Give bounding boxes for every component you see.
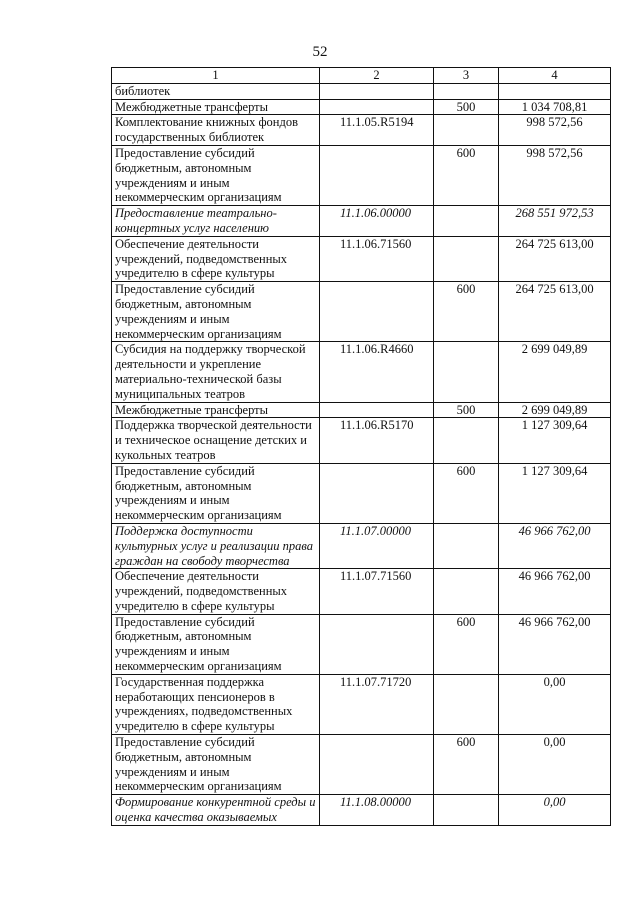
table-header-row — [112, 68, 611, 84]
code-cell — [320, 99, 434, 115]
amount-cell: 998 572,56 — [499, 145, 611, 205]
code-cell: 11.1.06.71560 — [320, 236, 434, 281]
code-cell: 11.1.06.R4660 — [320, 342, 434, 402]
amount-cell: 1 127 309,64 — [499, 418, 611, 463]
name-cell: Предоставление субсидий бюджетным, автономным учреждениям и иным некоммерческим организациям — [112, 735, 320, 795]
name-cell: Предоставление субсидий бюджетным, автономным учреждениям и иным некоммерческим организациям — [112, 614, 320, 674]
name-cell: Предоставление театрально-концертных услуг населению — [112, 206, 320, 237]
table-row — [112, 614, 611, 674]
code-cell — [320, 145, 434, 205]
table-row — [112, 735, 611, 795]
code-cell: 11.1.06.00000 — [320, 206, 434, 237]
column-header: 3 — [434, 68, 499, 84]
amount-cell: 1 127 309,64 — [499, 463, 611, 523]
amount-cell: 2 699 049,89 — [499, 402, 611, 418]
type-cell — [434, 569, 499, 614]
code-cell — [320, 402, 434, 418]
table-row — [112, 795, 611, 826]
table-row — [112, 83, 611, 99]
amount-cell: 264 725 613,00 — [499, 236, 611, 281]
type-cell — [434, 795, 499, 826]
table-row — [112, 206, 611, 237]
table-row — [112, 418, 611, 463]
name-cell: Предоставление субсидий бюджетным, автономным учреждениям и иным некоммерческим организациям — [112, 463, 320, 523]
type-cell — [434, 83, 499, 99]
table-row — [112, 236, 611, 281]
page-number: 52 — [312, 44, 328, 60]
table-row — [112, 115, 611, 146]
code-cell — [320, 282, 434, 342]
table-row — [112, 523, 611, 568]
amount-cell: 264 725 613,00 — [499, 282, 611, 342]
amount-cell: 2 699 049,89 — [499, 342, 611, 402]
amount-cell: 1 034 708,81 — [499, 99, 611, 115]
code-cell — [320, 735, 434, 795]
budget-table — [111, 67, 611, 826]
code-cell: 11.1.08.00000 — [320, 795, 434, 826]
code-cell — [320, 83, 434, 99]
column-header: 4 — [499, 68, 611, 84]
type-cell: 500 — [434, 99, 499, 115]
table-row — [112, 569, 611, 614]
code-cell: 11.1.05.R5194 — [320, 115, 434, 146]
type-cell: 600 — [434, 145, 499, 205]
table-row — [112, 402, 611, 418]
table-row — [112, 463, 611, 523]
amount-cell: 0,00 — [499, 674, 611, 734]
type-cell — [434, 523, 499, 568]
column-header: 1 — [112, 68, 320, 84]
name-cell: Субсидия на поддержку творческой деятельности и укрепление материально-технической базы муниципальных театров — [112, 342, 320, 402]
name-cell: Формирование конкурентной среды и оценка качества оказываемых — [112, 795, 320, 826]
name-cell: Предоставление субсидий бюджетным, автономным учреждениям и иным некоммерческим организациям — [112, 282, 320, 342]
amount-cell: 46 966 762,00 — [499, 569, 611, 614]
table-row — [112, 99, 611, 115]
type-cell — [434, 674, 499, 734]
amount-cell: 268 551 972,53 — [499, 206, 611, 237]
table-row — [112, 145, 611, 205]
type-cell — [434, 236, 499, 281]
type-cell: 600 — [434, 735, 499, 795]
name-cell: Поддержка творческой деятельности и техническое оснащение детских и кукольных театров — [112, 418, 320, 463]
amount-cell: 46 966 762,00 — [499, 614, 611, 674]
table-row — [112, 342, 611, 402]
type-cell — [434, 418, 499, 463]
type-cell: 600 — [434, 463, 499, 523]
name-cell: Обеспечение деятельности учреждений, подведомственных учредителю в сфере культуры — [112, 569, 320, 614]
amount-cell — [499, 83, 611, 99]
code-cell — [320, 463, 434, 523]
code-cell: 11.1.06.R5170 — [320, 418, 434, 463]
type-cell — [434, 115, 499, 146]
amount-cell: 0,00 — [499, 735, 611, 795]
amount-cell: 0,00 — [499, 795, 611, 826]
amount-cell: 46 966 762,00 — [499, 523, 611, 568]
type-cell: 500 — [434, 402, 499, 418]
code-cell: 11.1.07.71560 — [320, 569, 434, 614]
amount-cell: 998 572,56 — [499, 115, 611, 146]
name-cell: Межбюджетные трансферты — [112, 402, 320, 418]
code-cell: 11.1.07.71720 — [320, 674, 434, 734]
name-cell: библиотек — [112, 83, 320, 99]
table-row — [112, 282, 611, 342]
type-cell — [434, 206, 499, 237]
name-cell: Комплектование книжных фондов государственных библиотек — [112, 115, 320, 146]
name-cell: Государственная поддержка неработающих пенсионеров в учреждениях, подведомственных учредителю в сфере культуры — [112, 674, 320, 734]
type-cell: 600 — [434, 614, 499, 674]
name-cell: Межбюджетные трансферты — [112, 99, 320, 115]
type-cell — [434, 342, 499, 402]
name-cell: Поддержка доступности культурных услуг и реализации права граждан на свободу творчества — [112, 523, 320, 568]
column-header: 2 — [320, 68, 434, 84]
code-cell — [320, 614, 434, 674]
name-cell: Предоставление субсидий бюджетным, автономным учреждениям и иным некоммерческим организациям — [112, 145, 320, 205]
code-cell: 11.1.07.00000 — [320, 523, 434, 568]
type-cell: 600 — [434, 282, 499, 342]
table-row — [112, 674, 611, 734]
name-cell: Обеспечение деятельности учреждений, подведомственных учредителю в сфере культуры — [112, 236, 320, 281]
